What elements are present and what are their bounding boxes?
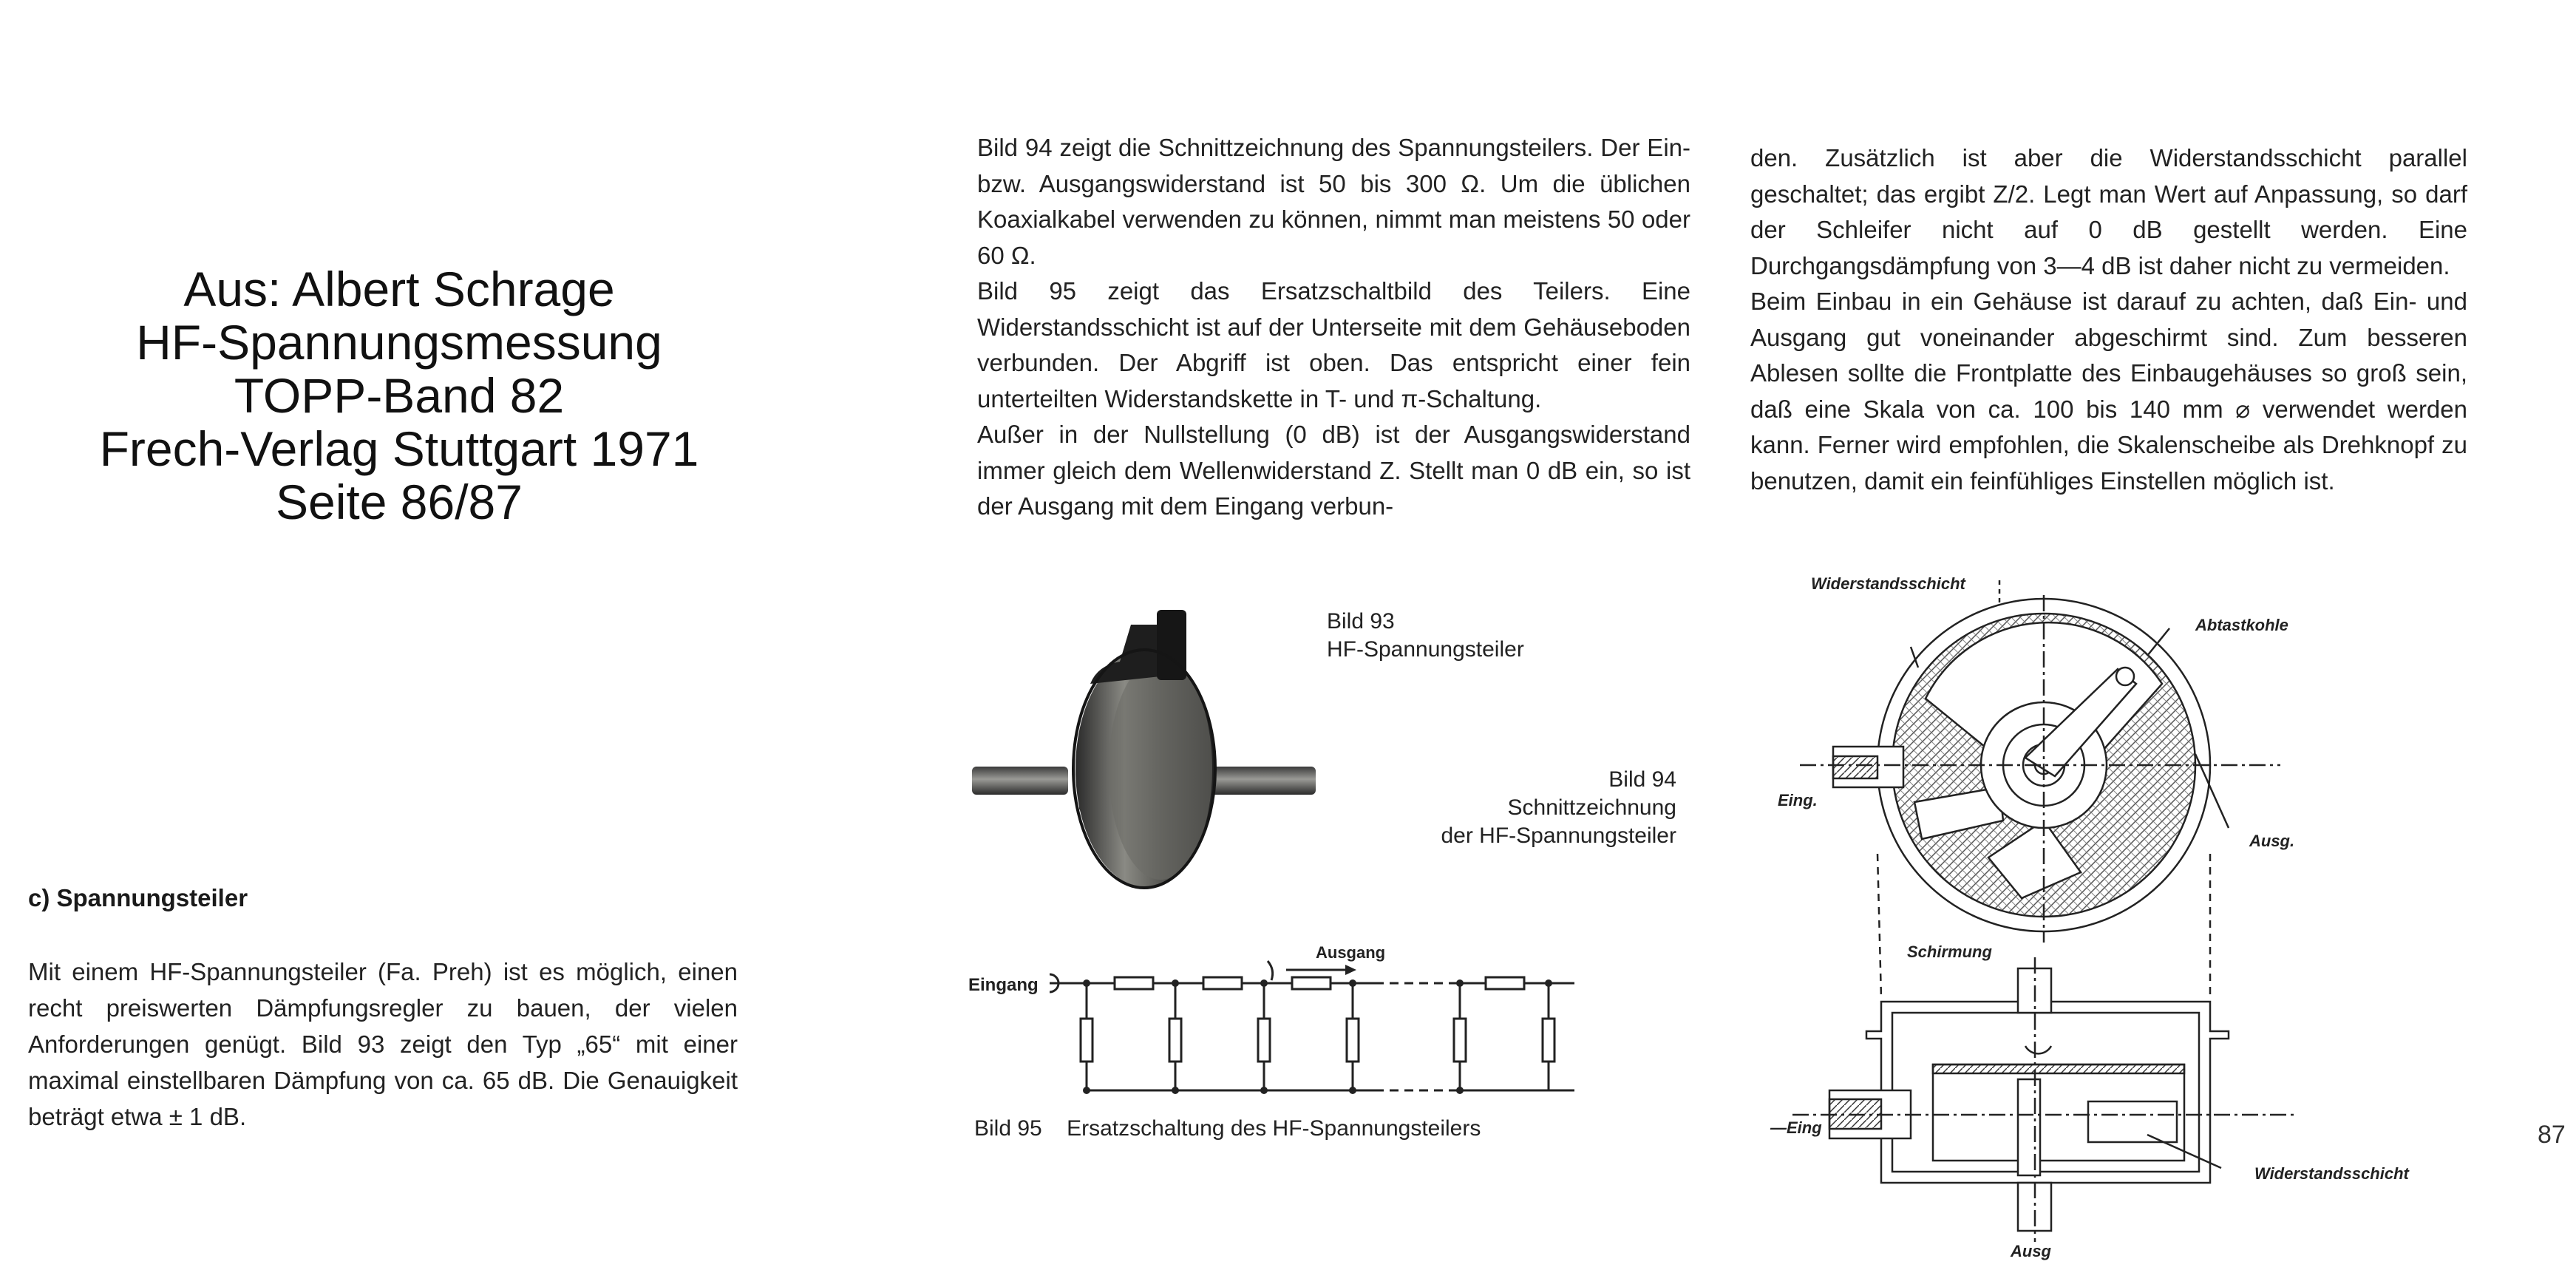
citation-pages: Seite 86/87 xyxy=(276,475,523,529)
label-resistive-layer: Widerstandsschicht xyxy=(1811,574,1965,593)
label-output: Ausg. xyxy=(2249,832,2295,850)
paragraph: Bild 94 zeigt die Schnittzeichnung des Spannungsteilers. Der Ein- bzw. Ausgangswiderstand ist 50 bis 300 Ω. Um die üblichen Koaxialkabel verwenden zu können, nimmt man meistens 50 oder 60 Ω. xyxy=(977,134,1690,269)
label-resistive-layer-bottom: Widerstandsschicht xyxy=(2254,1164,2409,1183)
voltage-divider-photo xyxy=(972,595,1342,906)
page-number: 87 xyxy=(2538,1121,2566,1149)
intro-paragraph: Mit einem HF-Spannungsteiler (Fa. Preh) ist es möglich, einen recht preiswerten Dämpfungsregler zu bauen, der vielen Anforderungen genügt. Bild 93 zeigt den Typ „65“ mit einer maximal einstellbaren Dämpfung von ca. 65 dB. Die Genauigkeit beträgt etwa ± 1 dB. xyxy=(28,958,738,1130)
label-carbon-wiper: Abtastkohle xyxy=(2195,616,2288,634)
figure-95-caption: Bild 95 Ersatzschaltung des HF-Spannungsteilers xyxy=(974,1116,1481,1141)
paragraph: Bild 95 zeigt das Ersatzschaltbild des Teilers. Eine Widerstandsschicht ist auf der Unterseite mit dem Gehäuseboden verbunden. Der Abgriff ist oben. Das entspricht einer fein unterteilten Widerstandskette in T- und π-Schaltung. xyxy=(977,277,1690,412)
text-column-2 xyxy=(1750,140,2467,499)
label-output-bottom: Ausg xyxy=(2011,1242,2051,1260)
figure-label: Bild 93 xyxy=(1327,609,1395,634)
circuit-output-label: Ausgang xyxy=(1316,943,1386,962)
label-input-bottom: —Eing xyxy=(1770,1118,1822,1137)
paragraph: den. Zusätzlich ist aber die Widerstandsschicht parallel geschaltet; das ergibt Z/2. Legt man Wert auf Anpassung, so darf der Schleifer nicht auf 0 dB gestellt werden. Eine Durchgangsdämpfung von 3—4 dB ist daher nicht zu vermeiden. xyxy=(1750,144,2467,279)
citation-author: Aus: Albert Schrage xyxy=(183,262,615,316)
paragraph: Außer in der Nullstellung (0 dB) ist der Ausgangswiderstand immer gleich dem Wellenwiderstand Z. Stellt man 0 dB ein, so ist der Ausgang mit dem Eingang verbun- xyxy=(977,421,1690,520)
figure-93-caption xyxy=(1327,608,1524,664)
figure-title-cont: der HF-Spannungsteiler xyxy=(1441,824,1676,848)
figure-title: Schnittzeichnung xyxy=(1507,795,1676,820)
section-heading: c) Spannungsteiler xyxy=(28,884,248,911)
figure-label: Bild 94 xyxy=(1608,767,1676,792)
citation-block xyxy=(74,262,724,529)
text-column-1 xyxy=(977,130,1690,525)
cross-section-drawing xyxy=(1763,573,2450,1268)
label-shielding: Schirmung xyxy=(1907,943,1992,961)
figure-title: HF-Spannungsteiler xyxy=(1327,637,1524,662)
paragraph: Beim Einbau in ein Gehäuse ist darauf zu achten, daß Ein- und Ausgang gut voneinander abgeschirmt sind. Zum besseren Ablesen sollte die Frontplatte des Einbaugehäuses so groß sein, daß eine Skala von ca. 100 bis 140 mm ⌀ verwendet werden kann. Ferner wird empfohlen, die Skalenscheibe als Drehknopf zu benutzen, damit ein feinfühliges Einstellen möglich ist. xyxy=(1750,288,2467,495)
figure-94-caption xyxy=(1390,766,1676,850)
citation-publisher: Frech-Verlag Stuttgart 1971 xyxy=(99,421,699,476)
equivalent-circuit-diagram xyxy=(968,931,1582,1101)
label-input: Eing. xyxy=(1778,791,1818,809)
circuit-input-label: Eingang xyxy=(968,975,1039,995)
citation-series: TOPP-Band 82 xyxy=(234,368,565,423)
citation-title: HF-Spannungsmessung xyxy=(136,315,662,370)
